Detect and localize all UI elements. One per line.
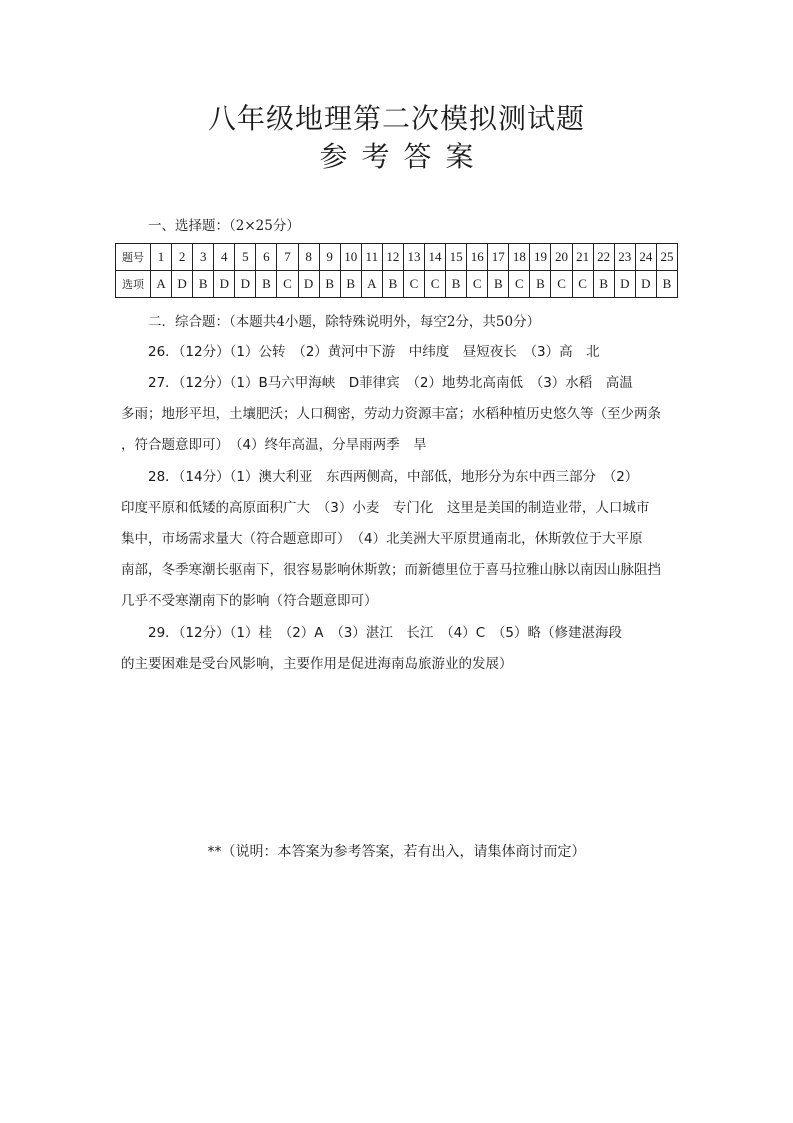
- q28-line: 28．（14分）（1）澳大利亚 东西两侧高，中部低，地形分为东中西三部分 （2）: [148, 469, 639, 485]
- table-cell-answer: A: [151, 271, 172, 298]
- table-cell-answer: B: [656, 271, 677, 298]
- table-cell-number: 22: [593, 244, 614, 271]
- table-cell-number: 2: [172, 244, 193, 271]
- q27-line: ，符合题意即可） （4）终年高温，分旱雨两季 旱: [121, 437, 427, 453]
- row-label-answer: 选项: [116, 271, 151, 298]
- table-cell-number: 23: [614, 244, 635, 271]
- table-cell-number: 18: [509, 244, 530, 271]
- table-cell-answer: B: [593, 271, 614, 298]
- q29-line: 的主要困难是受台风影响，主要作用是促进海南岛旅游业的发展）: [121, 656, 513, 672]
- table-cell-answer: B: [193, 271, 214, 298]
- table-cell-number: 20: [551, 244, 572, 271]
- question-28: [121, 462, 677, 617]
- table-cell-number: 6: [256, 244, 277, 271]
- table-cell-answer: C: [509, 271, 530, 298]
- section-comprehensive-heading: 二．综合题：（本题共4小题，除特殊说明外，每空2分，共50分）: [148, 314, 541, 330]
- q27-line: 多雨；地形平坦，土壤肥沃；人口稠密，劳动力资源丰富；水稻种植历史悠久等（至少两条: [121, 406, 661, 422]
- row-label-number: 题号: [116, 244, 151, 271]
- question-29: [121, 618, 677, 680]
- q28-line: 集中，市场需求量大（符合题意即可） （4）北美洲大平原贯通南北，休斯敦位于大平原: [121, 531, 643, 547]
- table-cell-number: 4: [214, 244, 235, 271]
- q28-line: 几乎不受寒潮南下的影响（符合题意即可）: [121, 593, 378, 609]
- table-cell-number: 14: [425, 244, 446, 271]
- q26-line: 26．（12分）（1）公转 （2）黄河中下游 中纬度 昼短夜长 （3）高 北: [148, 344, 600, 360]
- table-row-answers: [116, 271, 678, 298]
- table-cell-answer: C: [403, 271, 424, 298]
- table-cell-answer: D: [635, 271, 656, 298]
- table-cell-answer: B: [256, 271, 277, 298]
- table-cell-number: 3: [193, 244, 214, 271]
- table-cell-number: 1: [151, 244, 172, 271]
- document-title: 八年级地理第二次模拟测试题: [207, 102, 585, 135]
- table-cell-answer: C: [425, 271, 446, 298]
- table-cell-number: 24: [635, 244, 656, 271]
- table-row-numbers: [116, 244, 678, 271]
- table-cell-number: 21: [572, 244, 593, 271]
- question-26: [121, 337, 677, 368]
- table-cell-number: 5: [235, 244, 256, 271]
- table-cell-number: 16: [467, 244, 488, 271]
- table-cell-answer: D: [172, 271, 193, 298]
- table-cell-answer: B: [488, 271, 509, 298]
- section-choice-heading: 一、选择题：（2×25分）: [148, 218, 300, 234]
- table-cell-answer: C: [572, 271, 593, 298]
- q27-line: 27．（12分）（1）B马六甲海峡 D菲律宾 （2）地势北高南低 （3）水稻 高温: [148, 375, 633, 391]
- table-cell-answer: D: [235, 271, 256, 298]
- table-cell-answer: A: [361, 271, 382, 298]
- q28-line: 印度平原和低矮的高原面积广大 （3）小麦 专门化 这里是美国的制造业带，人口城市: [121, 500, 650, 516]
- answer-table: [115, 243, 678, 298]
- table-cell-answer: D: [214, 271, 235, 298]
- table-cell-number: 7: [277, 244, 298, 271]
- table-cell-answer: B: [446, 271, 467, 298]
- footnote: **（说明：本答案为参考答案，若有出入，请集体商讨而定）: [207, 844, 586, 860]
- table-cell-answer: B: [319, 271, 340, 298]
- question-27: [121, 368, 677, 461]
- table-cell-number: 15: [446, 244, 467, 271]
- table-cell-number: 12: [382, 244, 403, 271]
- table-cell-answer: D: [298, 271, 319, 298]
- table-cell-number: 17: [488, 244, 509, 271]
- table-cell-number: 13: [403, 244, 424, 271]
- document-subtitle: 参考答案: [319, 140, 488, 173]
- table-cell-number: 10: [340, 244, 361, 271]
- table-cell-answer: B: [382, 271, 403, 298]
- table-cell-answer: C: [277, 271, 298, 298]
- table-cell-answer: D: [614, 271, 635, 298]
- table-cell-number: 19: [530, 244, 551, 271]
- table-cell-number: 25: [656, 244, 677, 271]
- table-cell-number: 8: [298, 244, 319, 271]
- table-cell-number: 9: [319, 244, 340, 271]
- q29-line: 29．（12分）（1）桂 （2）A （3）湛江 长江 （4）C （5）略（修建湛海段: [148, 625, 622, 641]
- table-cell-answer: C: [467, 271, 488, 298]
- table-cell-answer: B: [340, 271, 361, 298]
- q28-line: 南部，冬季寒潮长驱南下，很容易影响休斯敦；而新德里位于喜马拉雅山脉以南因山脉阻挡: [121, 562, 661, 578]
- table-cell-answer: C: [551, 271, 572, 298]
- table-cell-number: 11: [361, 244, 382, 271]
- table-cell-answer: B: [530, 271, 551, 298]
